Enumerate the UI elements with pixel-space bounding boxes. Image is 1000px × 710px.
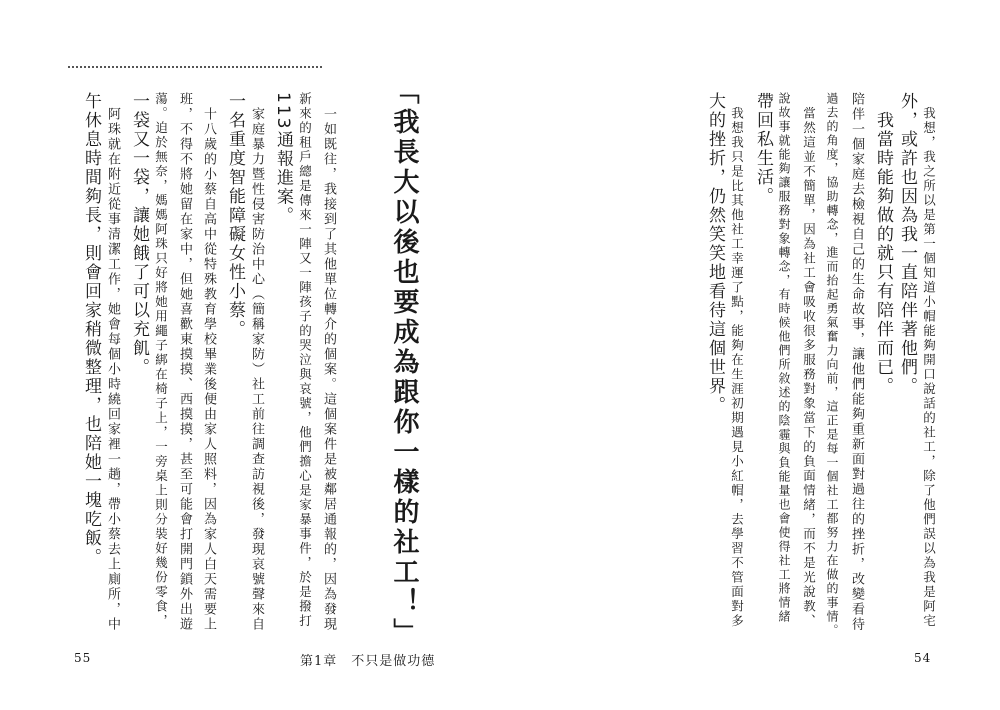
chapter-running-header: 第1章 不只是做功德 — [300, 654, 436, 669]
page-number: 54 — [914, 651, 932, 665]
text-column: 113通報進案。 — [273, 92, 293, 226]
text-column: 帶回私生活。 — [753, 92, 773, 206]
text-column: 說故事就能夠讓服務對象轉念，有時候他們所敘述的陰霾與負能量也會使得社工將情緒 — [777, 92, 791, 624]
section-heading: 「我長大以後也要成為跟你一樣的社工！」 — [389, 78, 419, 648]
page-number: 55 — [74, 651, 92, 665]
text-column: 阿珠就在附近從事清潔工作，她會每個小時繞回家裡一趟，帶小蔡去上廁所，中 — [105, 92, 120, 632]
text-column: 一名重度智能障礙女性小蔡。 — [225, 92, 245, 339]
text-column: 外，或許也因為我一直陪伴著他們。 — [897, 92, 917, 396]
text-column: 午休息時間夠長，則會回家稍微整理，也陪她一塊吃飯。 — [81, 92, 101, 567]
text-column: 蕩。迫於無奈，媽媽阿珠只好將她用繩子綁在椅子上，一旁桌上則分裝好幾份零食， — [153, 92, 169, 629]
text-column: 一如既往，我接到了其他單位轉介的個案。這個案件是被鄰居通報的，因為發現 — [321, 92, 336, 632]
text-column: 我當時能夠做的就只有陪伴而已。 — [873, 92, 893, 396]
dotted-rule-divider — [68, 66, 322, 68]
text-column: 班，不得不將她留在家中，但她喜歡東摸摸、西摸摸，甚至可能會打開門鎖外出遊 — [177, 92, 192, 632]
text-column: 過去的角度，協助轉念，進而抬起勇氣奮力向前，這正是每一個社工都努力在做的事情。 — [825, 92, 839, 638]
text-column: 陪伴一個家庭去檢視自己的生命故事，讓他們能夠重新面對過往的挫折，改變看待 — [849, 92, 864, 632]
text-column: 大的挫折，仍然笑笑地看待這個世界。 — [705, 92, 725, 415]
text-column: 一袋又一袋，讓她餓了可以充飢。 — [129, 92, 149, 377]
text-column: 我想，我之所以是第一個知道小帽能夠開口說話的社工，除了他們誤以為我是阿宅 — [921, 92, 937, 629]
text-column: 新來的租戶總是傳來一陣又一陣孩子的哭泣與哀號，他們擔心是家暴事件，於是撥打 — [297, 92, 313, 629]
right-page — [500, 0, 1000, 710]
text-column: 我想我只是比其他社工幸運了點，能夠在生涯初期遇見小紅帽，去學習不管面對多 — [729, 92, 745, 629]
text-column: 當然這並不簡單，因為社工會吸收很多服務對象當下的負面情緒，而不是光說教、 — [801, 92, 817, 629]
text-column: 十八歲的小蔡自高中從特殊教育學校畢業後便由家人照料，因為家人白天需要上 — [201, 92, 216, 632]
text-column: 家庭暴力暨性侵害防治中心（簡稱家防）社工前往調查訪視後，發現哀號聲來自 — [249, 92, 264, 632]
